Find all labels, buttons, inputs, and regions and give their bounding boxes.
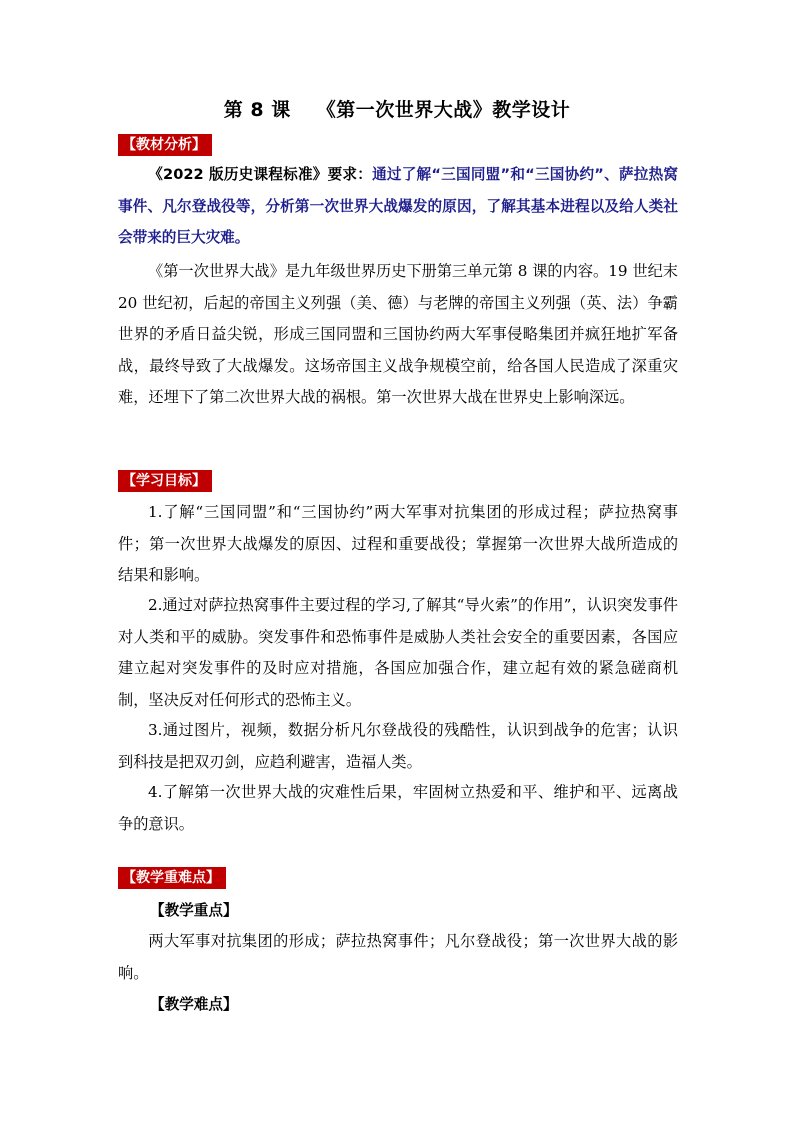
analysis-body (118, 256, 678, 414)
goal-text-2: 2.通过对萨拉热窝事件主要过程的学习,了解其“导火索”的作用”，认识突发事件对人类和平的威胁。突发事件和恐怖事件是威胁人类社会安全的重要因素，各国应建立起对突发事件的及时应对措施，各国应加强合作，建立起有效的紧急磋商机制，坚决反对任何形式的恐怖主义。 (118, 596, 678, 709)
analysis-text: 《第一次世界大战》是九年级世界历史下册第三单元第 8 课的内容。19 世纪末 20 世纪初，后起的帝国主义列强（美、德）与老牌的帝国主义列强（英、法）争霸世界的矛盾日益尖锐，形成三国同盟和三国协约两大军事侵略集团并疯狂地扩军备战，最终导致了大战爆发。这场帝国主义战争规模空前，给各国人民造成了深重灾难，还埋下了第二次世界大战的祸根。第一次世界大战在世界史上影响深远。 (118, 262, 678, 406)
goal-item-3 (118, 715, 678, 778)
lesson-number: 第 8 课 (223, 99, 291, 121)
goal-text-3: 3.通过图片，视频，数据分析凡尔登战役的残酷性，认识到战争的危害；认识到科技是把双刃剑，应趋利避害，造福人类。 (118, 721, 678, 771)
key-points-body (118, 926, 678, 989)
goal-text-4: 4.了解第一次世界大战的灾难性后果，牢固树立热爱和平、维护和平、远离战争的意识。 (118, 783, 678, 833)
section-heading-goals: 【学习目标】 (118, 470, 212, 492)
requirement-lead: 《2022 版历史课程标准》要求： (148, 166, 373, 183)
key-points-heading: 【教学重点】 (150, 902, 238, 919)
requirement-body: 通过了解“三国同盟”和“三国协约”、萨拉热窝事件、凡尔登战役等，分析第一次世界大战爆发的原因，了解其基本进程以及给人类社会带来的巨大灾难。 (118, 166, 678, 246)
goal-item-4 (118, 777, 678, 840)
section-heading-focus: 【教学重难点】 (118, 867, 226, 889)
lesson-name: 《第一次世界大战》教学设计 (316, 99, 571, 121)
goal-item-1 (118, 497, 678, 592)
key-points-text: 两大军事对抗集团的形成；萨拉热窝事件；凡尔登战役；第一次世界大战的影响。 (118, 932, 678, 982)
goal-text-1: 1.了解“三国同盟”和“三国协约”两大军事对抗集团的形成过程；萨拉热窝事件；第一次世界大战爆发的原因、过程和重要战役；掌握第一次世界大战所造成的结果和影响。 (118, 503, 678, 584)
page-title (0, 97, 794, 123)
goal-item-2 (118, 590, 678, 716)
section-heading-analysis: 【教材分析】 (118, 134, 212, 156)
difficult-points-heading: 【教学难点】 (150, 996, 238, 1013)
curriculum-requirement (118, 159, 678, 254)
